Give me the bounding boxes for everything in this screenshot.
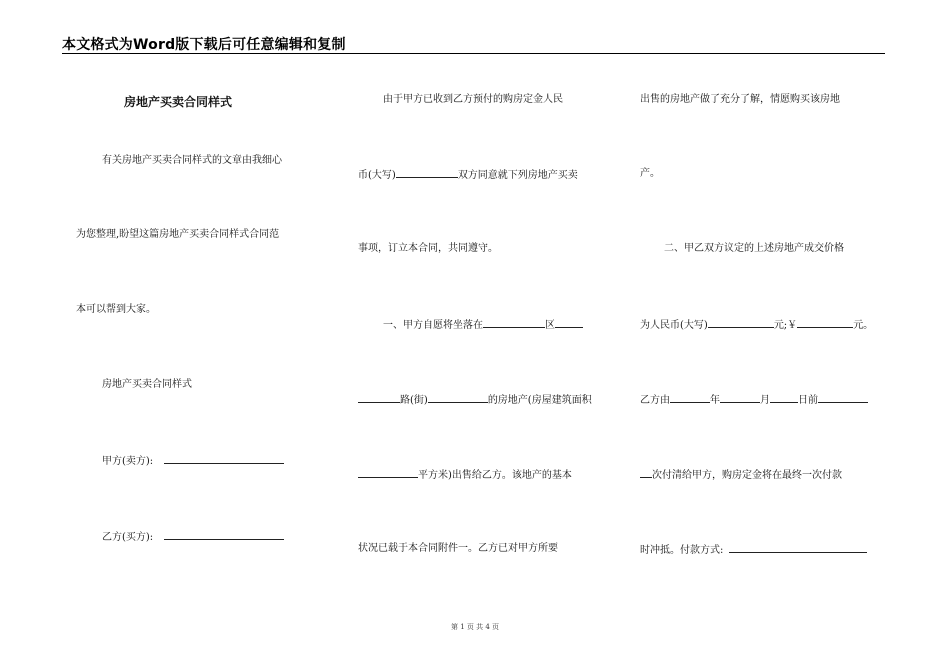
deposit-amount-blank bbox=[396, 167, 458, 178]
month-blank bbox=[720, 392, 760, 403]
number-blank bbox=[428, 392, 488, 403]
district-blank bbox=[555, 317, 583, 328]
col3-line-3: 二、甲乙双方议定的上述房地产成交价格 bbox=[664, 243, 844, 254]
download-banner: 本文格式为Word版下载后可任意编辑和复制 bbox=[62, 37, 346, 53]
area-blank bbox=[358, 467, 418, 478]
page-number: 第 1 页 共 4 页 bbox=[450, 623, 500, 631]
buyer-label: 乙方(买方): bbox=[102, 532, 154, 543]
seller-line bbox=[102, 453, 284, 469]
col2-line-7: 状况已载于本合同附件一。乙方已对甲方所要 bbox=[358, 543, 558, 554]
price-words-blank bbox=[708, 317, 774, 328]
year-blank bbox=[670, 392, 710, 403]
subtitle: 房地产买卖合同样式 bbox=[102, 379, 192, 390]
buyer-blank bbox=[164, 529, 284, 540]
col3-line-1: 出售的房地产做了充分了解，情愿购买该房地 bbox=[640, 94, 840, 105]
location-blank bbox=[483, 317, 545, 328]
intro-line-3: 本可以帮到大家。 bbox=[76, 304, 156, 315]
seller-blank bbox=[164, 453, 284, 464]
col3-line-2: 产。 bbox=[640, 168, 660, 179]
count-blank bbox=[640, 467, 652, 478]
col2-line-5: 路(街) 的房地产(房屋建筑面积 bbox=[358, 392, 592, 408]
col2-line-6: 平方米)出售给乙方。该地产的基本 bbox=[358, 467, 572, 483]
col3-line-5: 乙方由 年 月 日前 bbox=[640, 392, 868, 408]
header-rule bbox=[62, 53, 885, 54]
price-figure-blank bbox=[797, 317, 853, 328]
installment-blank bbox=[818, 392, 868, 403]
col3-line-6: 次付清给甲方，购房定金将在最终一次付款 bbox=[640, 467, 842, 483]
col2-line-4: 一、甲方自愿将坐落在 区 bbox=[383, 317, 583, 333]
seller-label: 甲方(卖方): bbox=[102, 456, 154, 467]
col3-line-7: 时冲抵。付款方式: bbox=[640, 542, 867, 558]
road-blank bbox=[358, 392, 400, 403]
intro-line-1: 有关房地产买卖合同样式的文章由我细心 bbox=[102, 155, 282, 166]
payment-method-blank bbox=[729, 542, 867, 553]
day-blank bbox=[770, 392, 798, 403]
col2-line-2: 币(大写) 双方同意就下列房地产买卖 bbox=[358, 167, 578, 183]
intro-line-2: 为您整理,盼望这篇房地产买卖合同样式合同范 bbox=[76, 229, 280, 240]
col3-line-4: 为人民币(大写) 元;￥ 元。 bbox=[640, 317, 873, 333]
col2-line-1: 由于甲方已收到乙方预付的购房定金人民 bbox=[383, 94, 563, 105]
document-title: 房地产买卖合同样式 bbox=[124, 95, 233, 109]
buyer-line bbox=[102, 529, 284, 545]
col2-line-3: 事项，订立本合同，共同遵守。 bbox=[358, 243, 498, 254]
